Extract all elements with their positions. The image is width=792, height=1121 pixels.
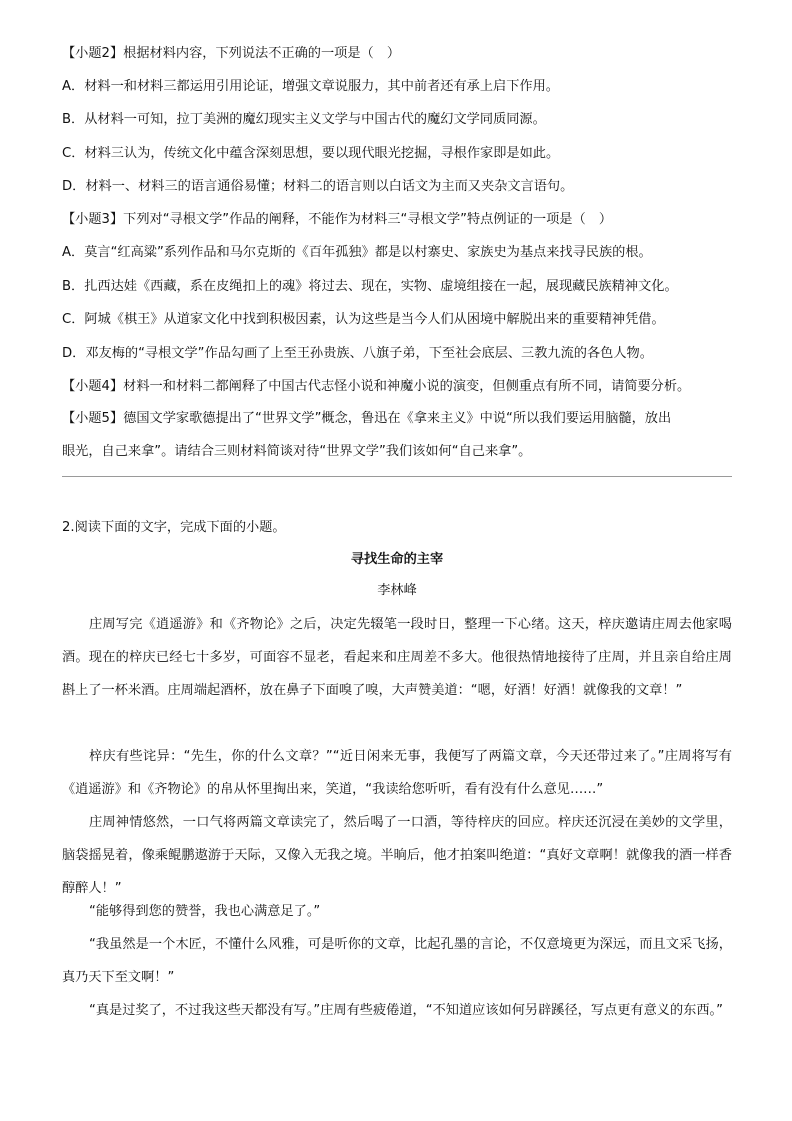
q2-option-b: B．从材料一可知，拉丁美洲的魔幻现实主义文学与中国古代的魔幻文学同质同源。 <box>62 112 546 127</box>
article-paragraph-1: 庄周写完《逍遥游》和《齐物论》之后，决定先辍笔一段时日，整理一下心绪。这天，梓庆邀请庄周去他家喝酒。现在的梓庆已经七十多岁，可面容不显老，看起来和庄周差不多大。他很热情地接待了庄周，并且亲自给庄周斟上了一杯米酒。庄周端起酒杯，放在鼻子下面嗅了嗅，大声赞美道：“嗯，好酒！好酒！就像我的文章！” <box>62 617 732 698</box>
q2-stem: 【小题2】根据材料内容，下列说法不正确的一项是（ ） <box>62 46 401 61</box>
q2-option-a: A．材料一和材料三都运用引用论证，增强文章说服力，其中前者还有承上启下作用。 <box>62 79 559 94</box>
q5-stem-line1: 【小题5】德国文学家歌德提出了“世界文学”概念，鲁迅在《拿来主义》中说“所以我们要运用脑髓，放出 <box>62 411 672 426</box>
article-paragraph-3: 庄周神情悠然，一口气将两篇文章读完了，然后喝了一口酒，等待梓庆的回应。梓庆还沉浸在美妙的文学里，脑袋摇晃着，像乘鲲鹏遨游于天际，又像入无我之境。半晌后，他才拍案叫绝道：“真好文章啊！就像我的酒一样香醇醉人！” <box>62 815 732 896</box>
article-paragraph-4: “能够得到您的赞誉，我也心满意足了。” <box>89 904 321 919</box>
q3-option-b: B．扎西达娃《西藏，系在皮绳扣上的魂》将过去、现在，实物、虚境组接在一起，展现藏民族精神文化。 <box>62 279 678 294</box>
article-paragraph-6: “真是过奖了，不过我这些天都没有写。”庄周有些疲倦道，“不知道应该如何另辟蹊径，写点更有意义的东西。” <box>89 1003 723 1018</box>
article-paragraph-5: “我虽然是一个木匠，不懂什么风雅，可是听你的文章，比起孔墨的言论，不仅意境更为深远，而且文采飞扬，真乃天下至文啊！” <box>62 937 732 985</box>
q2-option-c: C．材料三认为，传统文化中蕴含深刻思想，要以现代眼光挖掘，寻根作家即是如此。 <box>62 146 560 161</box>
section2-intro: 2.阅读下面的文字，完成下面的小题。 <box>62 520 286 535</box>
q4-stem: 【小题4】材料一和材料二都阐释了中国古代志怪小说和神魔小说的演变，但侧重点有所不同，请简要分析。 <box>62 379 691 394</box>
article-author: 李林峰 <box>377 583 417 598</box>
q5-stem-line2: 眼光，自己来拿”。请结合三则材料简谈对待“世界文学”我们该如何“自己来拿”。 <box>62 444 532 459</box>
q3-option-a: A．莫言“红高粱”系列作品和马尔克斯的《百年孤独》都是以村寨史、家族史为基点来找寻民族的根。 <box>62 245 652 260</box>
article-title: 寻找生命的主宰 <box>350 552 444 567</box>
q2-option-d: D．材料一、材料三的语言通俗易懂；材料二的语言则以白话文为主而又夹杂文言语句。 <box>62 179 574 194</box>
section-divider <box>62 476 732 477</box>
article-paragraph-2: 梓庆有些诧异：“先生，你的什么文章？”“近日闲来无事，我便写了两篇文章，今天还带过来了。”庄周将写有《逍遥游》和《齐物论》的帛从怀里掏出来，笑道，“我读给您听听，看有没有什么意见……” <box>62 749 732 797</box>
q3-stem: 【小题3】下列对“寻根文学”作品的阐释，不能作为材料三“寻根文学”特点例证的一项是（ ） <box>62 212 613 227</box>
q3-option-c: C．阿城《棋王》从道家文化中找到积极因素，认为这些是当今人们从困境中解脱出来的重要精神凭借。 <box>62 312 665 327</box>
q3-option-d: D．邓友梅的“寻根文学”作品勾画了上至王孙贵族、八旗子弟，下至社会底层、三教九流的各色人物。 <box>62 346 653 361</box>
